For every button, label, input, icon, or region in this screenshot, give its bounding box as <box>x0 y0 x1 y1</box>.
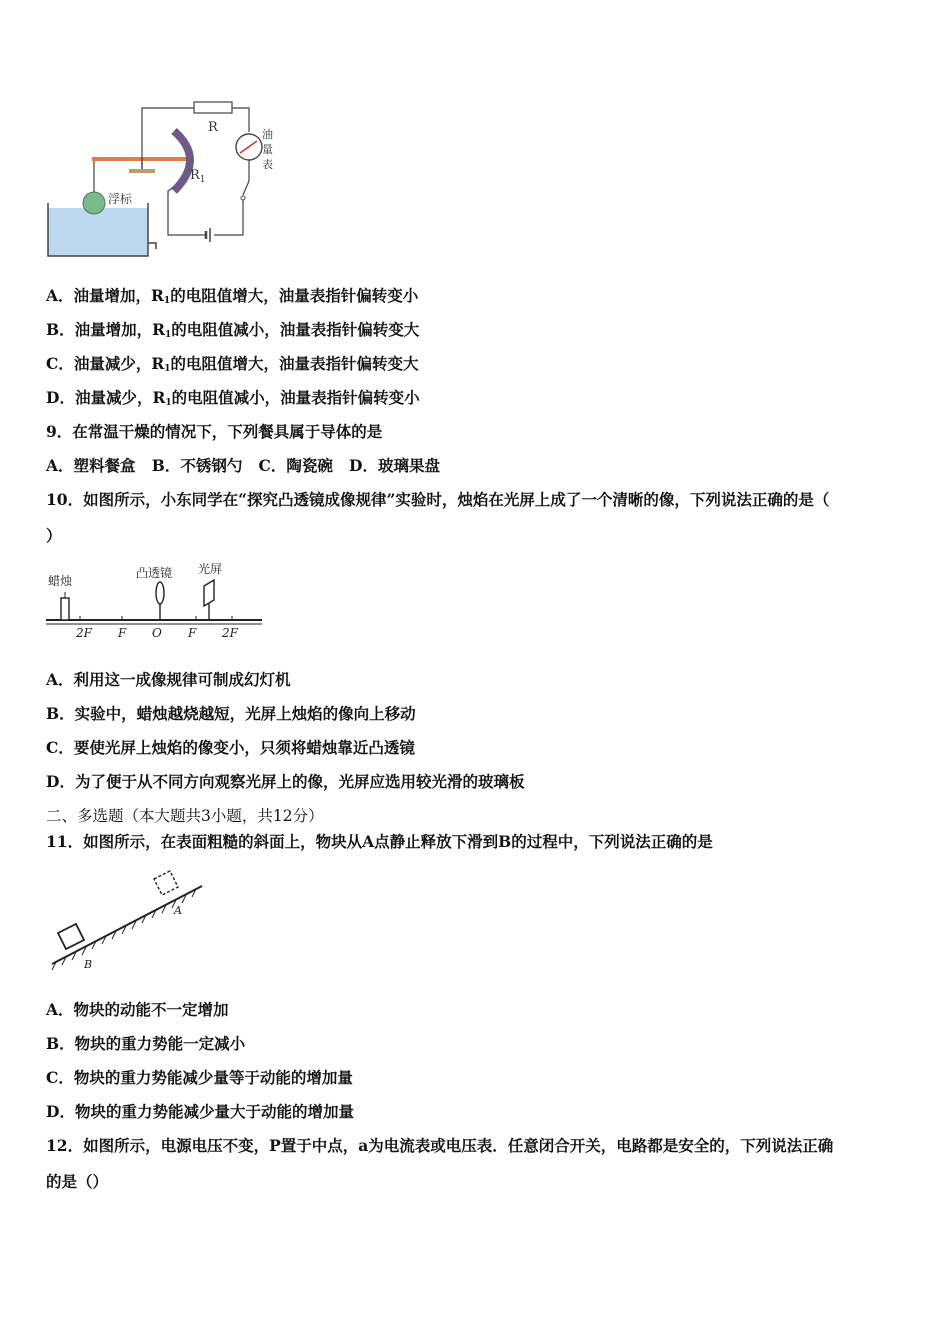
q10-option-d: D．为了便于从不同方向观察光屏上的像，光屏应选用较光滑的玻璃板 <box>46 772 525 791</box>
tank-water <box>48 208 148 256</box>
q9-options: A．塑料餐盒 B．不锈钢勺 C．陶瓷碗 D．玻璃果盘 <box>46 456 440 475</box>
label-lens: 凸透镜 <box>136 566 173 580</box>
candle <box>61 598 69 620</box>
light-screen <box>204 580 214 606</box>
label-r1: $R_1$ <box>190 168 206 185</box>
q10-stem-line1: 10．如图所示，小东同学在“探究凸透镜成像规律”实验时，烛焰在光屏上成了一个清晰的像，下列说法正确的是（ <box>46 490 830 509</box>
label-meter-2: 量 <box>262 143 273 156</box>
tick-o: O <box>152 626 162 640</box>
q8-option-b: B．油量增加，$R_1$的电阻值减小，油量表指针偏转变大 <box>46 320 420 340</box>
q9-stem: 9．在常温干燥的情况下，下列餐具属于导体的是 <box>46 422 383 441</box>
block-at-a-dashed <box>154 871 178 895</box>
q8-option-c: C．油量减少，$R_1$的电阻值增大，油量表指针偏转变大 <box>46 354 419 374</box>
q12-stem-line2: 的是（） <box>46 1172 109 1191</box>
tick-2f-right: 2F <box>222 626 238 640</box>
label-r: R <box>208 120 218 135</box>
q11-stem: 11．如图所示，在表面粗糙的斜面上，物块从A点静止释放下滑到B的过程中，下列说法正确的是 <box>46 832 713 851</box>
q11-option-d: D．物块的重力势能减少量大于动能的增加量 <box>46 1102 354 1121</box>
fuel-gauge-circuit-figure <box>44 95 294 267</box>
label-meter-1: 油 <box>262 128 273 141</box>
lens-experiment-figure <box>44 558 264 640</box>
q11-option-c: C．物块的重力势能减少量等于动能的增加量 <box>46 1068 353 1087</box>
q10-stem-line2: ） <box>46 526 62 545</box>
q10-option-b: B．实验中，蜡烛越烧越短，光屏上烛焰的像向上移动 <box>46 704 416 723</box>
label-screen: 光屏 <box>198 562 223 576</box>
block-at-b <box>58 924 84 949</box>
label-candle: 蜡烛 <box>48 574 73 588</box>
label-float: 浮标 <box>108 192 133 206</box>
tick-f-right: F <box>188 626 197 640</box>
q11-option-a: A．物块的动能不一定增加 <box>46 1000 229 1019</box>
tick-2f-left: 2F <box>76 626 92 640</box>
q12-stem-line1: 12．如图所示，电源电压不变，P置于中点，a为电流表或电压表．任意闭合开关，电路都是安全的，下列说法正确 <box>46 1136 834 1155</box>
label-b: B <box>84 958 93 971</box>
switch <box>243 181 249 195</box>
resistor-r <box>194 102 232 113</box>
incline-figure <box>46 866 212 974</box>
q11-option-b: B．物块的重力势能一定减小 <box>46 1034 246 1053</box>
q8-option-d: D．油量减少，$R_1$的电阻值减小，油量表指针偏转变小 <box>46 388 420 408</box>
label-a: A <box>174 904 182 917</box>
pivot-base <box>129 169 155 173</box>
q10-option-c: C．要使光屏上烛焰的像变小，只须将蜡烛靠近凸透镜 <box>46 738 415 757</box>
float-ball <box>83 192 105 214</box>
q10-option-a: A．利用这一成像规律可制成幻灯机 <box>46 670 291 689</box>
q8-option-a: A．油量增加，$R_1$的电阻值增大，油量表指针偏转变小 <box>46 286 419 306</box>
label-meter-3: 表 <box>262 158 273 171</box>
convex-lens <box>156 582 164 604</box>
tank-tap <box>148 243 156 249</box>
section-2-heading: 二、多选题（本大题共3小题，共12分） <box>46 807 324 825</box>
tick-f-left: F <box>118 626 127 640</box>
